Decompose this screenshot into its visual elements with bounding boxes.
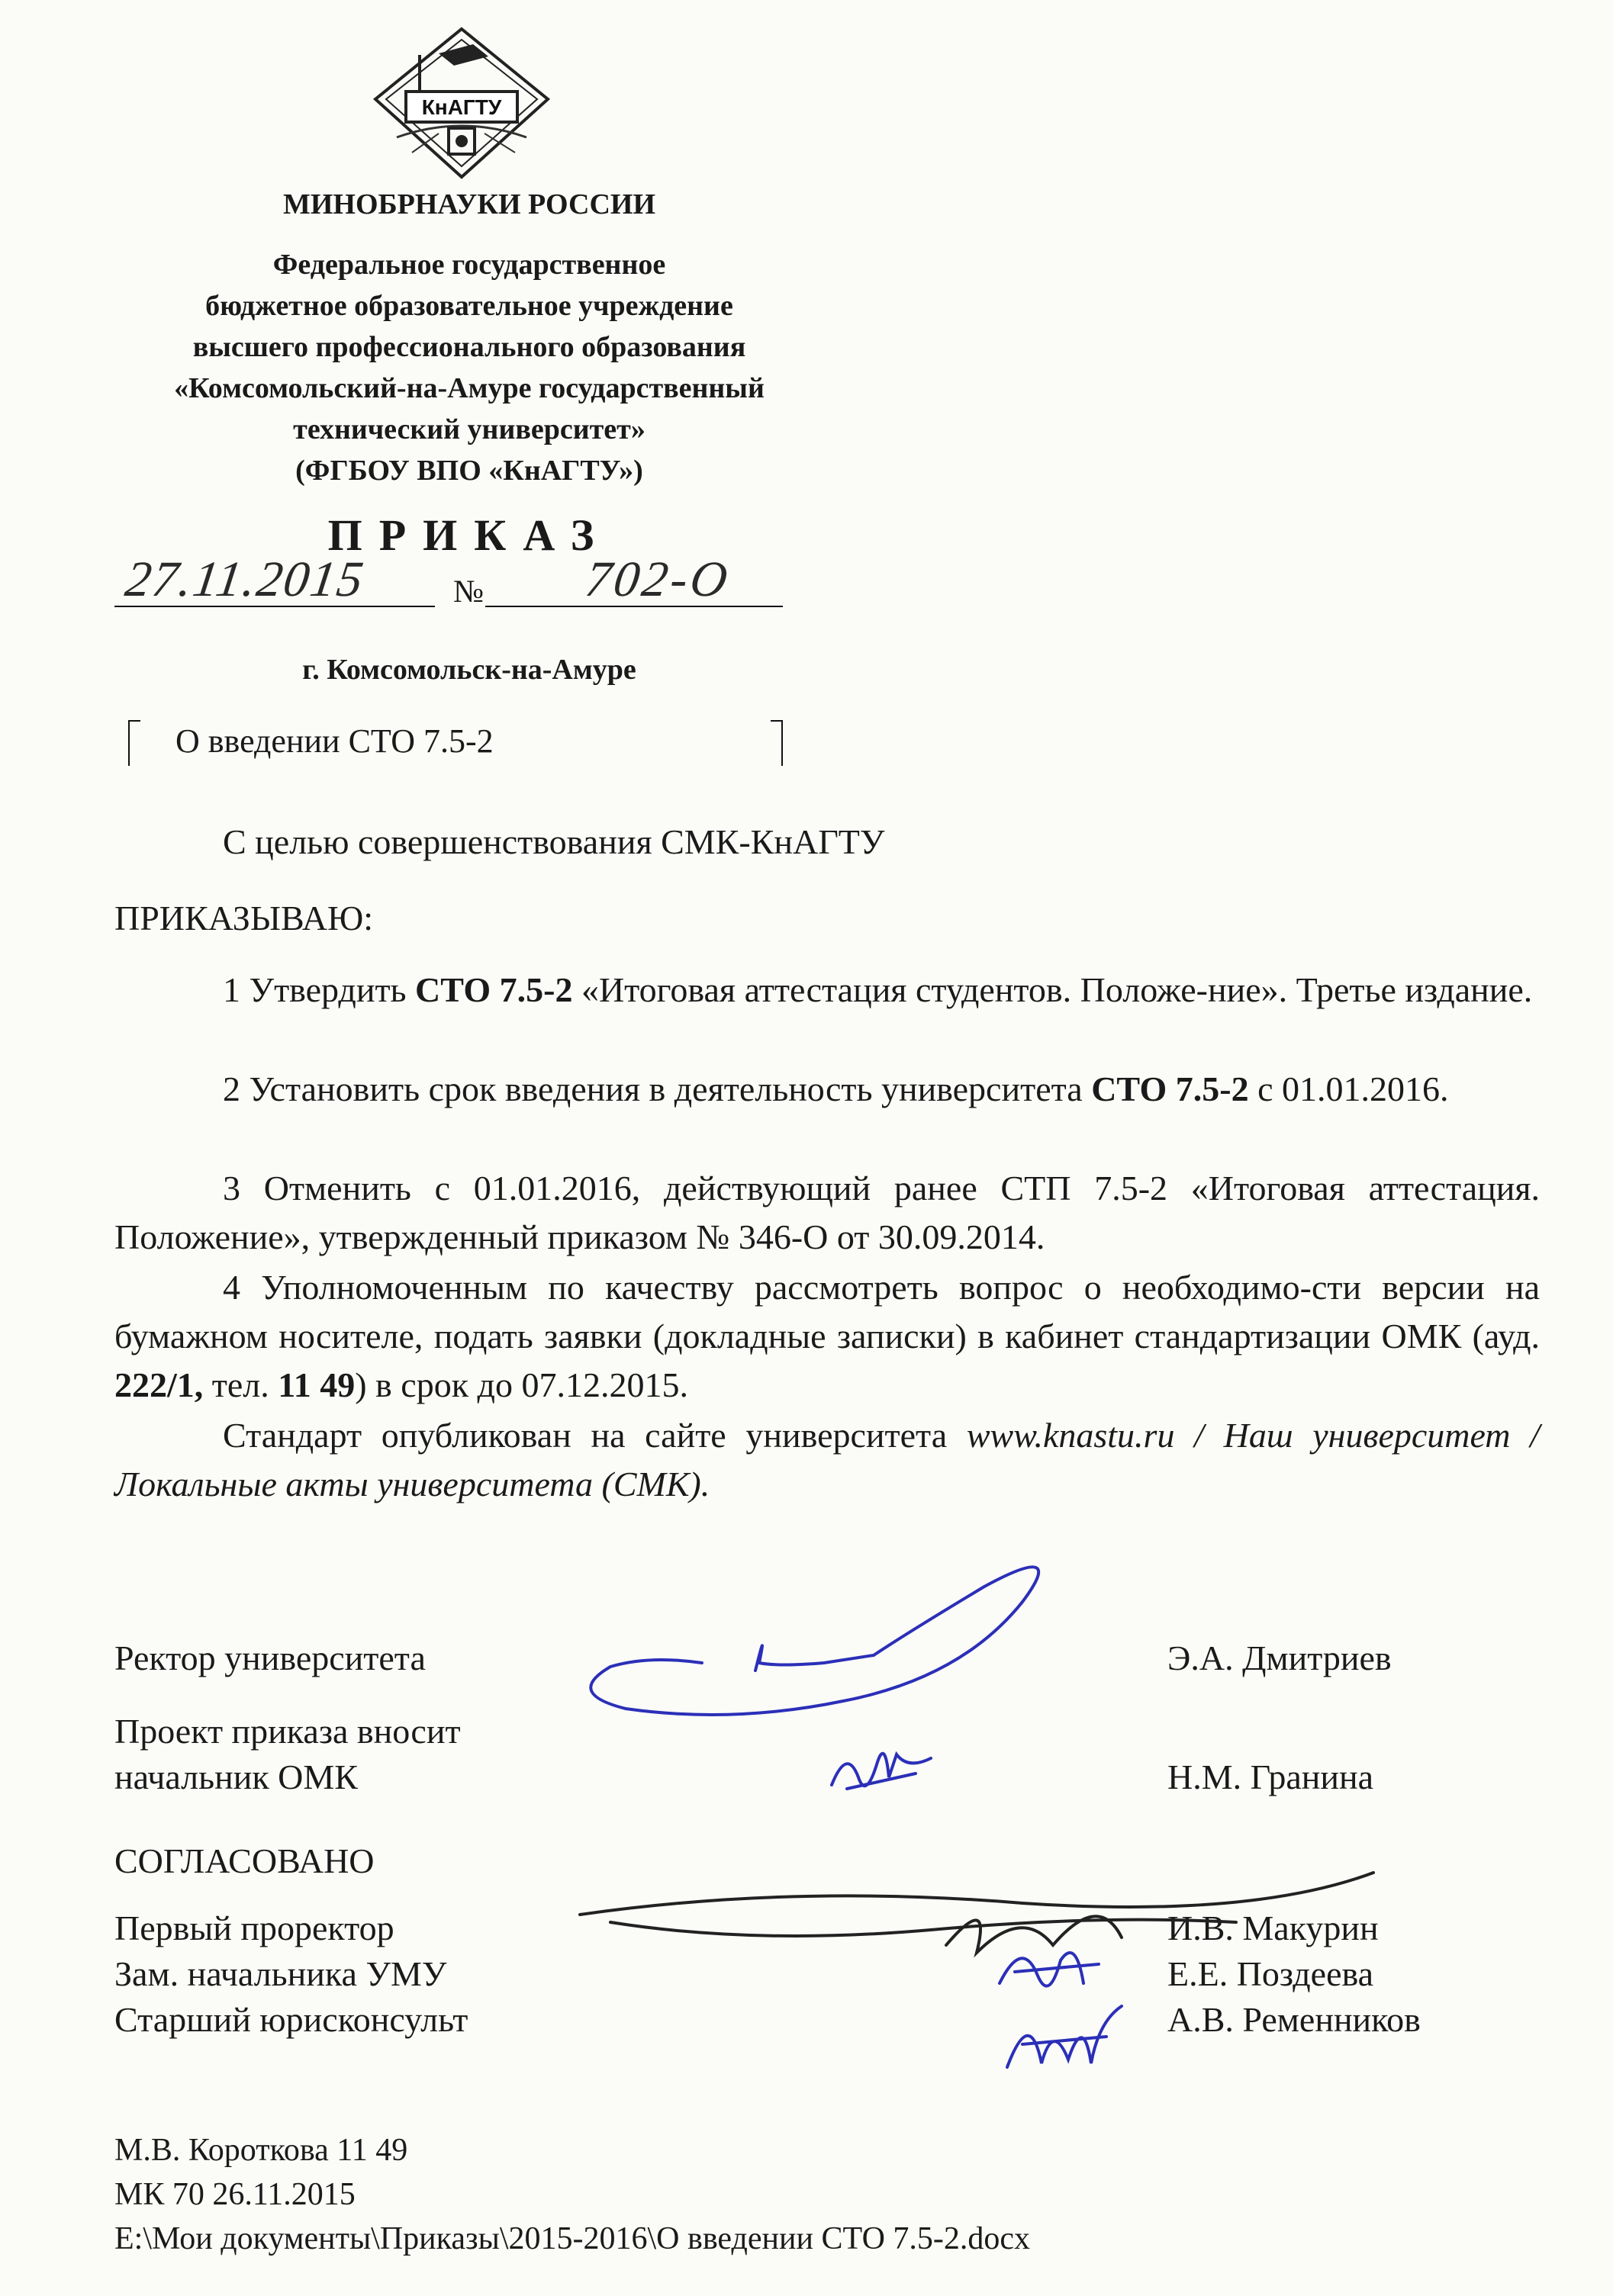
agreed-title: Зам. начальника УМУ — [114, 1954, 447, 1993]
agreed-title: Старший юрисконсульт — [114, 2000, 468, 2039]
org-line: (ФГБОУ ВПО «КнАГТУ») — [295, 455, 643, 487]
rector-name: Э.А. Дмитриев — [1167, 1638, 1392, 1677]
text-span: 1 Утвердить — [223, 970, 416, 1009]
footer-file-path: E:\Мои документы\Приказы\2015-2016\О введении СТО 7.5-2.docx — [114, 2221, 1031, 2256]
text-span: 2 Установить срок введения в деятельность университета — [223, 1069, 1092, 1108]
text-span: Стандарт опубликован на сайте университета — [223, 1416, 967, 1455]
project-author-title — [114, 1709, 461, 1800]
org-line: высшего профессионального образования — [192, 331, 746, 363]
purpose-text: С целью совершенствования СМК-КнАГТУ — [223, 822, 885, 861]
document-type-title: ПРИКАЗ — [327, 510, 611, 560]
agreed-name: Е.Е. Поздеева — [1167, 1954, 1374, 1993]
phone-number: 11 49 — [278, 1365, 356, 1404]
text-span: «Итоговая аттестация студентов. Положе-ние». Третье издание. — [572, 970, 1533, 1009]
order-number: 702-О — [581, 551, 734, 607]
number-sign: № — [453, 574, 485, 609]
order-item-1 — [114, 966, 1540, 1015]
footer-notes — [114, 2128, 1030, 2261]
organization-name — [0, 244, 939, 491]
agreed-name: И.В. Макурин — [1167, 1909, 1379, 1947]
footer-reference: МК 70 26.11.2015 — [114, 2177, 356, 2212]
rector-title: Ректор университета — [114, 1638, 426, 1677]
agreed-signature-1-icon — [565, 1861, 1404, 1976]
subject-bracket-right — [771, 720, 783, 766]
agreed-label: СОГЛАСОВАНО — [114, 1841, 375, 1880]
order-item-3: 3 Отменить с 01.01.2016, действующий ранее СТП 7.5-2 «Итоговая аттестация. Положение», утвержденный приказом № 346-О от 30.09.2014. — [114, 1169, 1540, 1256]
standard-code: СТО 7.5-2 — [415, 970, 573, 1009]
agreed-signature-3-icon — [992, 1991, 1137, 2090]
room-number: 222/1, — [114, 1365, 204, 1404]
text-span: с 01.01.2016. — [1248, 1069, 1449, 1108]
agreed-title: Первый проректор — [114, 1909, 394, 1947]
text-span: ) в срок до 07.12.2015. — [355, 1365, 688, 1404]
publication-note — [114, 1411, 1540, 1509]
org-line: технический университет» — [293, 413, 646, 445]
order-item-2 — [114, 1065, 1540, 1114]
agreed-name: А.В. Ременников — [1167, 2000, 1421, 2039]
logo-text: КнАГТУ — [421, 95, 502, 119]
date-underline — [114, 606, 435, 607]
project-author-name: Н.М. Гранина — [1167, 1757, 1374, 1796]
org-line: Федеральное государственное — [272, 249, 666, 281]
title-line: начальник ОМК — [114, 1757, 358, 1796]
text-span: 4 Уполномоченным по качеству рассмотреть вопрос о необходимо-сти версии на бумажном носителе, подать заявки (докладные записки) в кабинет стандартизации ОМК (ауд. — [114, 1268, 1540, 1355]
university-logo-icon — [366, 23, 557, 183]
ministry-name: МИНОБРНАУКИ РОССИИ — [282, 188, 656, 220]
org-line: бюджетное образовательное учреждение — [205, 290, 733, 322]
project-signature-icon — [824, 1732, 939, 1815]
org-line: «Комсомольский-на-Амуре государственный — [174, 372, 765, 404]
standard-code: СТО 7.5-2 — [1091, 1069, 1249, 1108]
rector-signature-icon — [580, 1548, 1083, 1754]
order-subject: О введении СТО 7.5-2 — [175, 722, 494, 760]
order-verb: ПРИКАЗЫВАЮ: — [114, 899, 374, 937]
agreed-titles — [114, 1905, 468, 2043]
number-underline — [485, 606, 783, 607]
order-date: 27.11.2015 — [121, 551, 369, 607]
site-path: www.knastu.ru / Наш университет / Локальные акты университета (СМК). — [114, 1416, 1540, 1503]
order-item-4 — [114, 1263, 1540, 1410]
city: г. Комсомольск-на-Амуре — [302, 654, 636, 686]
subject-bracket-left — [128, 720, 140, 766]
footer-executor: М.В. Короткова 11 49 — [114, 2133, 408, 2168]
title-line: Проект приказа вносит — [114, 1712, 461, 1751]
text-span: тел. — [203, 1365, 278, 1404]
